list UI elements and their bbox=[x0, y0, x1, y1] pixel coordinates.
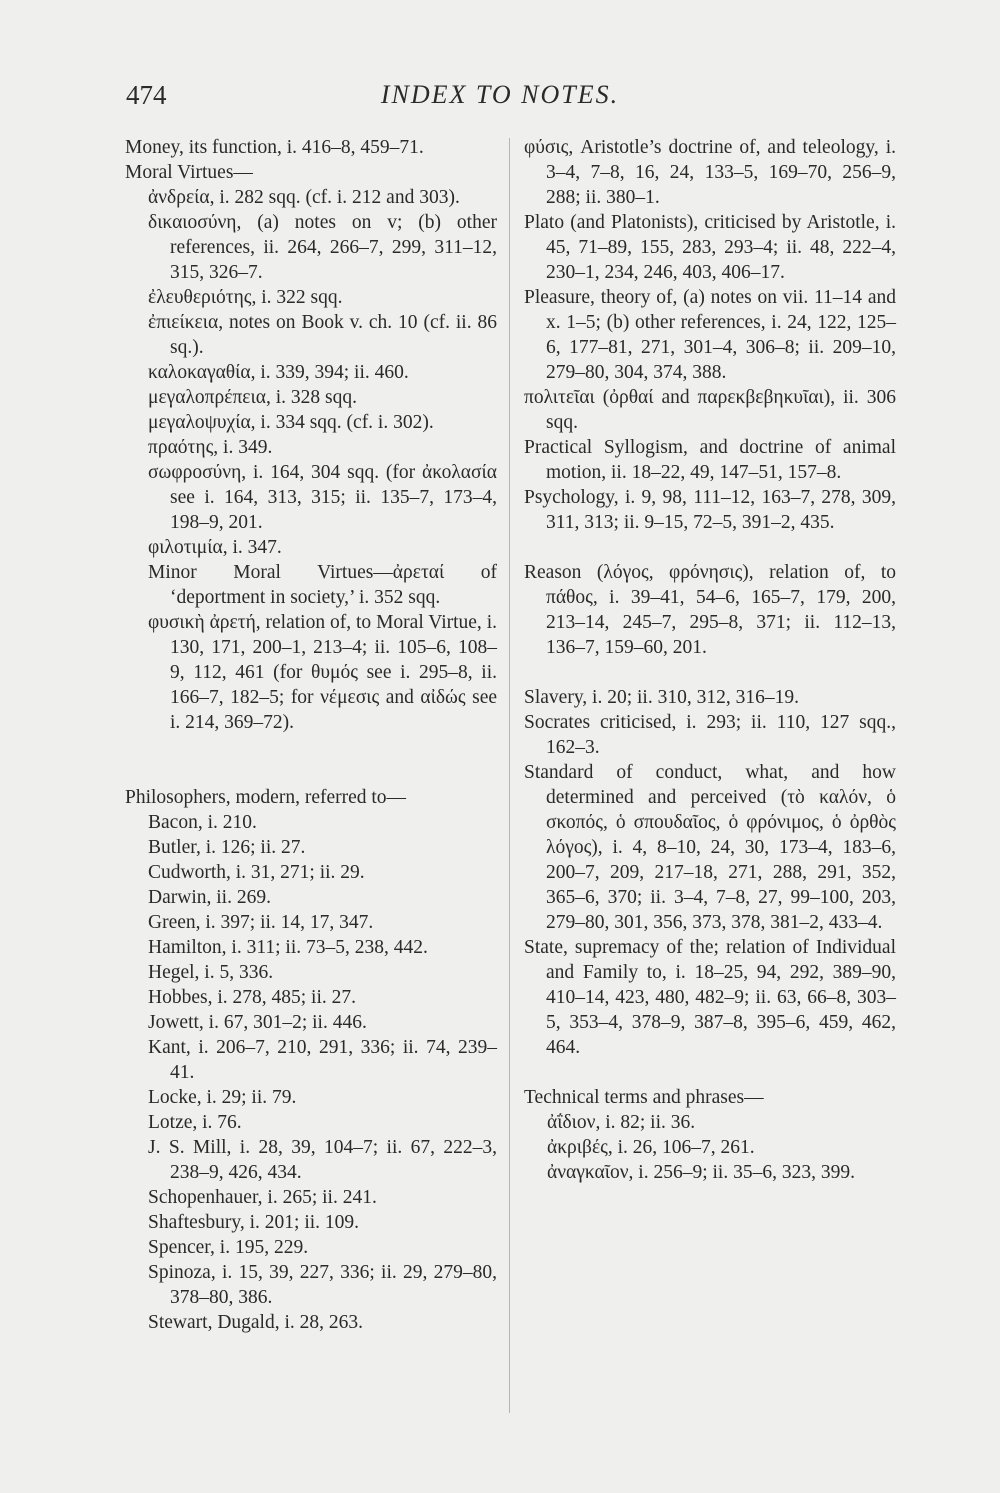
index-subentry: Hobbes, i. 278, 485; ii. 27. bbox=[148, 987, 356, 1008]
index-subentry: μεγαλοπρέπεια, i. 328 sqq. bbox=[148, 387, 357, 408]
index-subentry: Green, i. 397; ii. 14, 17, 347. bbox=[148, 912, 374, 933]
index-subentry: Spinoza, i. 15, 39, 227, 336; ii. 29, 279–80, 378–80, 386. bbox=[148, 1262, 497, 1308]
index-entry: Moral Virtues— bbox=[125, 162, 253, 183]
index-column-right bbox=[524, 135, 896, 1185]
index-entry: Plato (and Platonists), criticised by Aristotle, i. 45, 71–89, 155, 283, 293–4; ii. 48, 222–4, 230–1, 234, 246, 403, 406–17. bbox=[524, 212, 896, 283]
column-divider bbox=[509, 138, 510, 1413]
index-entry: Pleasure, theory of, (a) notes on vii. 11–14 and x. 1–5; (b) other references, i. 24, 122, 125–6, 177–81, 271, 301–4, 306–8; ii. 209–10, 279–80, 304, 374, 388. bbox=[524, 287, 896, 383]
index-entry: Technical terms and phrases— bbox=[524, 1087, 764, 1108]
index-entry: πολιτεῖαι (ὀρθαί and παρεκβεβηκυῖαι), ii. 306 sqq. bbox=[524, 387, 896, 433]
index-subentry: Hegel, i. 5, 336. bbox=[148, 962, 274, 983]
index-entry: Practical Syllogism, and doctrine of animal motion, ii. 18–22, 49, 147–51, 157–8. bbox=[524, 437, 896, 483]
index-subentry: φυσικὴ ἀρετή, relation of, to Moral Virtue, i. 130, 171, 200–1, 213–4; ii. 105–6, 108–9, 112, 461 (for θυμός see i. 295–8, ii. 166–7, 182–5; for νέμεσις and αἰδώς see i. 214, 369–72). bbox=[148, 612, 497, 733]
index-subentry: Locke, i. 29; ii. 79. bbox=[148, 1087, 297, 1108]
index-subentry: Kant, i. 206–7, 210, 291, 336; ii. 74, 239–41. bbox=[148, 1037, 497, 1083]
index-subentry: ἀνδρεία, i. 282 sqq. (cf. i. 212 and 303). bbox=[148, 187, 460, 208]
index-subentry: ἐπιείκεια, notes on Book v. ch. 10 (cf. ii. 86 sq.). bbox=[148, 312, 497, 358]
index-entry: Socrates criticised, i. 293; ii. 110, 127 sqq., 162–3. bbox=[524, 712, 896, 758]
index-subentry: φιλοτιμία, i. 347. bbox=[148, 537, 282, 558]
index-subentry: Cudworth, i. 31, 271; ii. 29. bbox=[148, 862, 365, 883]
index-subentry: ἐλευθεριότης, i. 322 sqq. bbox=[148, 287, 343, 308]
index-entry: Reason (λόγος, φρόνησις), relation of, to πάθος, i. 39–41, 54–6, 165–7, 179, 200, 213–14, 245–7, 295–8, 371; ii. 112–13, 136–7, 159–60, 201. bbox=[524, 562, 896, 658]
index-subentry: Butler, i. 126; ii. 27. bbox=[148, 837, 306, 858]
page-number: 474 bbox=[126, 80, 167, 110]
index-entry: φύσις, Aristotle’s doctrine of, and teleology, i. 3–4, 7–8, 16, 24, 133–5, 169–70, 256–9, 288; ii. 380–1. bbox=[524, 137, 896, 208]
index-entry: Money, its function, i. 416–8, 459–71. bbox=[125, 137, 424, 158]
running-title: INDEX TO NOTES. bbox=[380, 80, 620, 109]
index-entry: Philosophers, modern, referred to— bbox=[125, 787, 407, 808]
entry-spacer bbox=[524, 660, 896, 685]
index-subentry: ἀναγκαῖον, i. 256–9; ii. 35–6, 323, 399. bbox=[547, 1162, 855, 1183]
index-subentry: Stewart, Dugald, i. 28, 263. bbox=[148, 1312, 364, 1333]
index-subentry: πραότης, i. 349. bbox=[148, 437, 273, 458]
entry-spacer bbox=[125, 735, 497, 785]
index-subentry: Minor Moral Virtues—ἀρεταί of ‘deportment in society,’ i. 352 sqq. bbox=[148, 562, 497, 608]
entry-spacer bbox=[524, 1060, 896, 1085]
index-subentry: Bacon, i. 210. bbox=[148, 812, 257, 833]
index-subentry: Shaftesbury, i. 201; ii. 109. bbox=[148, 1212, 360, 1233]
index-subentry: Darwin, ii. 269. bbox=[148, 887, 271, 908]
index-subentry: δικαιοσύνη, (a) notes on v; (b) other references, ii. 264, 266–7, 299, 311–12, 315, 326–7. bbox=[148, 212, 497, 283]
index-subentry: Spencer, i. 195, 229. bbox=[148, 1237, 309, 1258]
index-entry: State, supremacy of the; relation of Individual and Family to, i. 18–25, 94, 292, 389–90, 410–14, 423, 480, 482–9; ii. 63, 66–8, 303–5, 353–4, 378–9, 387–8, 395–6, 459, 462, 464. bbox=[524, 937, 896, 1058]
index-subentry: μεγαλοψυχία, i. 334 sqq. (cf. i. 302). bbox=[148, 412, 434, 433]
index-entry: Standard of conduct, what, and how determined and perceived (τὸ καλόν, ὁ σκοπός, ὁ σπουδαῖος, ὁ φρόνιμος, ὁ ὀρθὸς λόγος), i. 4, 8–10, 24, 30, 173–4, 183–6, 200–7, 209, 217–18, 271, 288, 291, 352, 365–6, 370; ii. 3–4, 7–8, 27, 99–100, 203, 279–80, 301, 356, 373, 378, 381–2, 433–4. bbox=[524, 762, 896, 933]
index-subentry: σωφροσύνη, i. 164, 304 sqq. (for ἀκολασία see i. 164, 313, 315; ii. 135–7, 173–4, 198–9, 201. bbox=[148, 462, 497, 533]
index-entry: Psychology, i. 9, 98, 111–12, 163–7, 278, 309, 311, 313; ii. 9–15, 72–5, 391–2, 435. bbox=[524, 487, 896, 533]
entry-spacer bbox=[524, 535, 896, 560]
index-subentry: J. S. Mill, i. 28, 39, 104–7; ii. 67, 222–3, 238–9, 426, 434. bbox=[148, 1137, 497, 1183]
page-header bbox=[0, 80, 1000, 120]
index-subentry: Lotze, i. 76. bbox=[148, 1112, 242, 1133]
index-subentry: Schopenhauer, i. 265; ii. 241. bbox=[148, 1187, 377, 1208]
index-subentry: καλοκαγαθία, i. 339, 394; ii. 460. bbox=[148, 362, 409, 383]
index-subentry: ἀκριβές, i. 26, 106–7, 261. bbox=[547, 1137, 755, 1158]
index-subentry: Jowett, i. 67, 301–2; ii. 446. bbox=[148, 1012, 367, 1033]
index-entry: Slavery, i. 20; ii. 310, 312, 316–19. bbox=[524, 687, 799, 708]
index-subentry: ἀΐδιον, i. 82; ii. 36. bbox=[547, 1112, 696, 1133]
index-subentry: Hamilton, i. 311; ii. 73–5, 238, 442. bbox=[148, 937, 428, 958]
index-column-left bbox=[125, 135, 497, 1335]
